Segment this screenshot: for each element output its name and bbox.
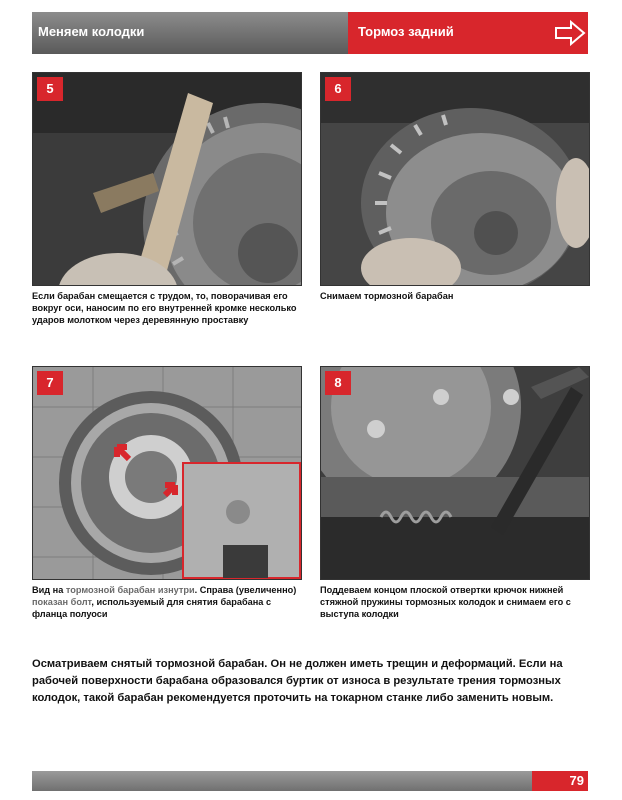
step-8-badge: 8: [325, 371, 351, 395]
header-topic-bar: [348, 12, 588, 54]
step-8-photo: [320, 366, 590, 580]
removing-drum-image: [321, 73, 589, 285]
page-number-block: [532, 771, 588, 791]
step-5-badge: 5: [37, 77, 63, 101]
header-section-bar: [32, 12, 348, 54]
body-paragraph: Осматриваем снятый тормозной барабан. Он не должен иметь трещин и деформаций. Если на рабочей поверхности барабана образовался буртик от износа в результате трения тормозных колодок, такой барабан рекомендуется проточить на токарном станке либо заменить новым.: [32, 658, 563, 704]
step-6-badge: 6: [325, 77, 351, 101]
step-7-caption: [32, 584, 300, 620]
page-number: 79: [569, 773, 584, 788]
topic-title: Тормоз задний: [358, 24, 454, 39]
step-7-caption-part-b: . Справа (увеличенно): [194, 585, 297, 595]
step-7-caption-part-a: Вид на: [32, 585, 66, 595]
step-7-caption-part-c: , используемый для снятия барабана с фланца полуоси: [32, 597, 272, 619]
step-6-caption: Снимаем тормозной барабан: [320, 291, 454, 301]
spring-screwdriver-image: [321, 367, 589, 579]
arrow-right-icon: [554, 19, 586, 47]
step-7-photo: [32, 366, 302, 580]
page-footer: [32, 771, 588, 791]
step-5-photo: [32, 72, 302, 286]
page-header: [32, 12, 588, 54]
drum-inside-image: [33, 367, 301, 579]
step-8-caption: Поддеваем концом плоской отвертки крючок нижней стяжной пружины тормозных колодок и снимаем его с выступа колодки: [320, 585, 571, 619]
step-7-caption-highlight-drum: тормозной барабан изнутри: [65, 585, 195, 595]
step-7-badge: 7: [37, 371, 63, 395]
step-6-photo: [320, 72, 590, 286]
footer-bar: [32, 771, 532, 791]
step-5-caption: Если барабан смещается с трудом, то, поворачивая его вокруг оси, наносим по его внутренней кромке несколько ударов молотком через деревянную проставку: [32, 291, 297, 325]
brake-drum-hammer-image: [33, 73, 301, 285]
section-title: Меняем колодки: [38, 24, 145, 39]
step-7-caption-highlight-bolt: показан болт: [32, 597, 92, 607]
